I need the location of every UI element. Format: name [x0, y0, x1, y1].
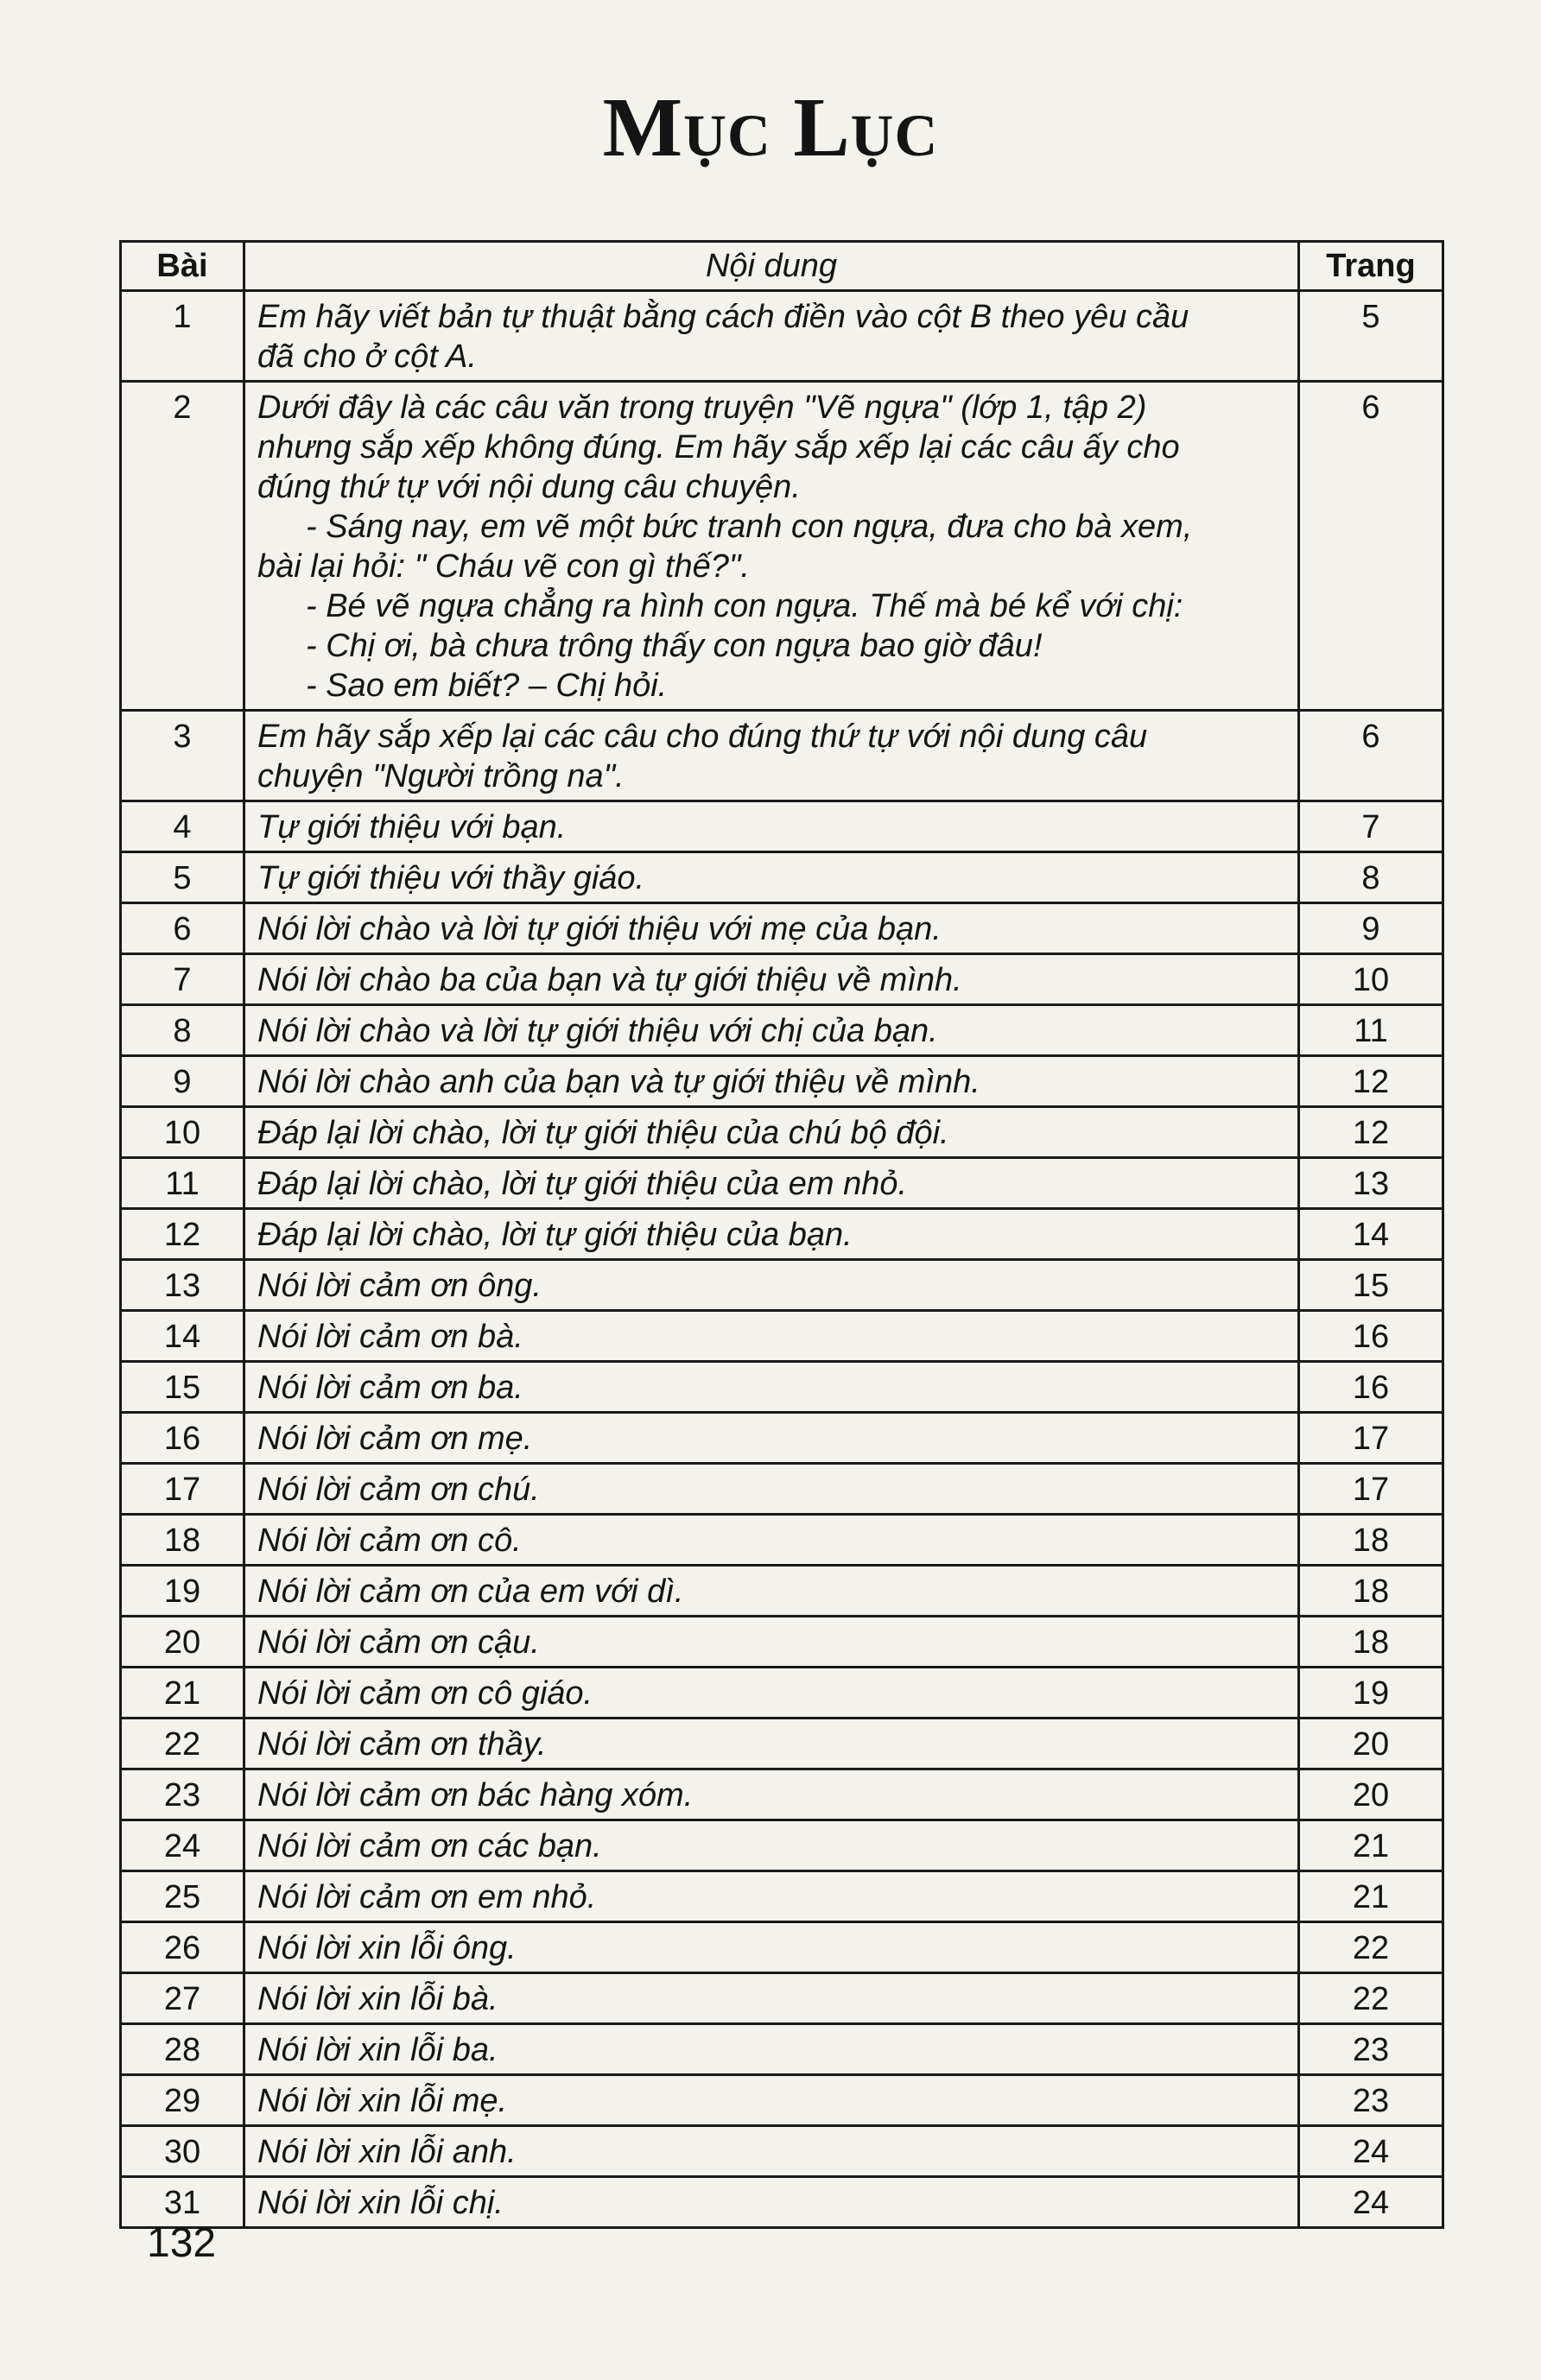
- content-line: Em hãy viết bản tự thuật bằng cách điền vào cột B theo yêu cầu: [257, 299, 1189, 335]
- table-of-contents: [119, 240, 1444, 2229]
- table-row: [121, 2075, 1443, 2126]
- content-line: Đáp lại lời chào, lời tự giới thiệu của bạn.: [257, 1217, 853, 1253]
- page-ref: 7: [1299, 801, 1443, 852]
- page-ref: 21: [1299, 1820, 1443, 1871]
- lesson-number: 20: [121, 1617, 244, 1668]
- lesson-content: [244, 1260, 1299, 1311]
- content-line: Nói lời xin lỗi chị.: [257, 2185, 504, 2221]
- page-ref: 24: [1299, 2177, 1443, 2228]
- content-line: Nói lời chào và lời tự giới thiệu với chị của bạn.: [257, 1013, 938, 1049]
- lesson-content: [244, 2024, 1299, 2075]
- table-row: [121, 1820, 1443, 1871]
- page-ref: 14: [1299, 1209, 1443, 1260]
- content-line: Nói lời chào ba của bạn và tự giới thiệu về mình.: [257, 962, 962, 998]
- lesson-content: [244, 1820, 1299, 1871]
- content-line: Dưới đây là các câu văn trong truyện "Vẽ ngựa" (lớp 1, tập 2): [257, 389, 1147, 426]
- table-row: [121, 2024, 1443, 2075]
- lesson-number: 17: [121, 1464, 244, 1515]
- lesson-number: 11: [121, 1158, 244, 1209]
- table-row: [121, 1719, 1443, 1769]
- lesson-number: 8: [121, 1005, 244, 1056]
- table-row: [121, 1922, 1443, 1973]
- page-ref: 9: [1299, 903, 1443, 954]
- lesson-number: 9: [121, 1056, 244, 1107]
- table-row: [121, 1107, 1443, 1158]
- page-ref: 6: [1299, 711, 1443, 801]
- content-line: Nói lời xin lỗi mẹ.: [257, 2083, 508, 2119]
- content-line: Nói lời cảm ơn cô.: [257, 1522, 522, 1559]
- table-header-row: [121, 242, 1443, 291]
- lesson-content: [244, 1668, 1299, 1719]
- content-line: đã cho ở cột A.: [257, 339, 477, 375]
- content-line: - Bé vẽ ngựa chẳng ra hình con ngựa. Thế mà bé kể với chị:: [306, 588, 1183, 624]
- lesson-content: [244, 382, 1299, 711]
- page-ref: 21: [1299, 1871, 1443, 1922]
- table-row: [121, 2177, 1443, 2228]
- content-line: Đáp lại lời chào, lời tự giới thiệu của chú bộ đội.: [257, 1115, 949, 1151]
- content-line: Tự giới thiệu với bạn.: [257, 809, 567, 845]
- lesson-content: [244, 2075, 1299, 2126]
- header-page: Trang: [1299, 242, 1443, 291]
- lesson-content: [244, 2177, 1299, 2228]
- page-ref: 16: [1299, 1311, 1443, 1362]
- content-line: Nói lời cảm ơn em nhỏ.: [257, 1879, 597, 1915]
- content-line: Em hãy sắp xếp lại các câu cho đúng thứ tự với nội dung câu: [257, 718, 1148, 755]
- content-line: Nói lời xin lỗi ông.: [257, 1930, 517, 1966]
- lesson-number: 26: [121, 1922, 244, 1973]
- table-row: [121, 801, 1443, 852]
- page-ref: 17: [1299, 1413, 1443, 1464]
- lesson-number: 18: [121, 1515, 244, 1566]
- lesson-content: [244, 1311, 1299, 1362]
- content-line: Nói lời cảm ơn của em với dì.: [257, 1573, 684, 1610]
- page-number: 132: [147, 2220, 217, 2266]
- lesson-content: [244, 291, 1299, 382]
- lesson-content: [244, 1362, 1299, 1413]
- page-ref: 18: [1299, 1515, 1443, 1566]
- page-title: Mục Lục: [602, 81, 939, 174]
- lesson-content: [244, 1413, 1299, 1464]
- page-ref: 20: [1299, 1769, 1443, 1820]
- content-line: Đáp lại lời chào, lời tự giới thiệu của em nhỏ.: [257, 1166, 908, 1202]
- table-row: [121, 711, 1443, 801]
- lesson-content: [244, 1566, 1299, 1617]
- content-line: - Sao em biết? – Chị hỏi.: [306, 668, 668, 704]
- content-line: Nói lời chào anh của bạn và tự giới thiệu về mình.: [257, 1064, 980, 1100]
- table-row: [121, 1209, 1443, 1260]
- lesson-content: [244, 1922, 1299, 1973]
- lesson-number: 16: [121, 1413, 244, 1464]
- content-line: Nói lời cảm ơn mẹ.: [257, 1421, 533, 1457]
- page-ref: 19: [1299, 1668, 1443, 1719]
- lesson-number: 27: [121, 1973, 244, 2024]
- content-line: Nói lời chào và lời tự giới thiệu với mẹ của bạn.: [257, 911, 942, 947]
- page-ref: 12: [1299, 1107, 1443, 1158]
- content-line: Nói lời cảm ơn thầy.: [257, 1726, 547, 1763]
- table-row: [121, 1158, 1443, 1209]
- page-ref: 20: [1299, 1719, 1443, 1769]
- content-line: Nói lời xin lỗi anh.: [257, 2134, 517, 2170]
- page-ref: 10: [1299, 954, 1443, 1005]
- table-row: [121, 1260, 1443, 1311]
- lesson-number: 24: [121, 1820, 244, 1871]
- table-row: [121, 1617, 1443, 1668]
- lesson-number: 7: [121, 954, 244, 1005]
- lesson-content: [244, 1617, 1299, 1668]
- lesson-content: [244, 903, 1299, 954]
- lesson-number: 23: [121, 1769, 244, 1820]
- content-line: Nói lời cảm ơn bác hàng xóm.: [257, 1777, 694, 1813]
- content-line: Tự giới thiệu với thầy giáo.: [257, 860, 645, 896]
- table-row: [121, 1413, 1443, 1464]
- content-line: Nói lời cảm ơn các bạn.: [257, 1828, 602, 1864]
- content-line: Nói lời xin lỗi bà.: [257, 1981, 498, 2017]
- page-ref: 18: [1299, 1617, 1443, 1668]
- table-row: [121, 2126, 1443, 2177]
- table-body: [121, 291, 1443, 2228]
- header-lesson: Bài: [121, 242, 244, 291]
- table-row: [121, 903, 1443, 954]
- lesson-content: [244, 1769, 1299, 1820]
- page-ref: 22: [1299, 1922, 1443, 1973]
- lesson-number: 28: [121, 2024, 244, 2075]
- page-ref: 12: [1299, 1056, 1443, 1107]
- lesson-content: [244, 1005, 1299, 1056]
- table-row: [121, 291, 1443, 382]
- lesson-number: 12: [121, 1209, 244, 1260]
- lesson-content: [244, 711, 1299, 801]
- content-line: Nói lời cảm ơn bà.: [257, 1319, 523, 1355]
- table-row: [121, 1464, 1443, 1515]
- page-ref: 13: [1299, 1158, 1443, 1209]
- lesson-content: [244, 1209, 1299, 1260]
- content-line: Nói lời cảm ơn ông.: [257, 1268, 542, 1304]
- table-row: [121, 1515, 1443, 1566]
- content-line: Nói lời xin lỗi ba.: [257, 2032, 498, 2068]
- page-ref: 15: [1299, 1260, 1443, 1311]
- lesson-number: 19: [121, 1566, 244, 1617]
- lesson-number: 1: [121, 291, 244, 382]
- page-ref: 11: [1299, 1005, 1443, 1056]
- lesson-content: [244, 801, 1299, 852]
- content-line: chuyện "Người trồng na".: [257, 758, 625, 794]
- table-row: [121, 1566, 1443, 1617]
- lesson-number: 14: [121, 1311, 244, 1362]
- page-ref: 16: [1299, 1362, 1443, 1413]
- lesson-number: 30: [121, 2126, 244, 2177]
- header-content: Nội dung: [244, 242, 1299, 291]
- table-row: [121, 1769, 1443, 1820]
- lesson-content: [244, 1515, 1299, 1566]
- page-ref: 22: [1299, 1973, 1443, 2024]
- page-ref: 23: [1299, 2075, 1443, 2126]
- lesson-content: [244, 1158, 1299, 1209]
- lesson-number: 22: [121, 1719, 244, 1769]
- content-line: - Chị ơi, bà chưa trông thấy con ngựa bao giờ đâu!: [306, 628, 1043, 664]
- lesson-content: [244, 2126, 1299, 2177]
- content-line: Nói lời cảm ơn ba.: [257, 1370, 523, 1406]
- content-line: Nói lời cảm ơn chú.: [257, 1472, 540, 1508]
- content-line: bài lại hỏi: " Cháu vẽ con gì thế?".: [257, 548, 750, 585]
- lesson-number: 25: [121, 1871, 244, 1922]
- table-row: [121, 382, 1443, 711]
- table-row: [121, 1871, 1443, 1922]
- page-ref: 23: [1299, 2024, 1443, 2075]
- page-ref: 5: [1299, 291, 1443, 382]
- lesson-number: 29: [121, 2075, 244, 2126]
- page-ref: 24: [1299, 2126, 1443, 2177]
- page-ref: 8: [1299, 852, 1443, 903]
- lesson-content: [244, 852, 1299, 903]
- lesson-content: [244, 1056, 1299, 1107]
- lesson-content: [244, 1973, 1299, 2024]
- lesson-content: [244, 1464, 1299, 1515]
- lesson-content: [244, 1107, 1299, 1158]
- content-line: Nói lời cảm ơn cô giáo.: [257, 1675, 593, 1712]
- content-line: - Sáng nay, em vẽ một bức tranh con ngựa, đưa cho bà xem,: [306, 509, 1193, 545]
- lesson-number: 21: [121, 1668, 244, 1719]
- table-row: [121, 1311, 1443, 1362]
- lesson-number: 10: [121, 1107, 244, 1158]
- table-row: [121, 1056, 1443, 1107]
- table-row: [121, 954, 1443, 1005]
- page-ref: 18: [1299, 1566, 1443, 1617]
- content-line: Nói lời cảm ơn cậu.: [257, 1624, 540, 1661]
- content-line: đúng thứ tự với nội dung câu chuyện.: [257, 469, 801, 505]
- page-ref: 17: [1299, 1464, 1443, 1515]
- lesson-number: 5: [121, 852, 244, 903]
- lesson-number: 2: [121, 382, 244, 711]
- lesson-number: 31: [121, 2177, 244, 2228]
- content-line: nhưng sắp xếp không đúng. Em hãy sắp xếp lại các câu ấy cho: [257, 429, 1180, 465]
- lesson-content: [244, 1719, 1299, 1769]
- lesson-number: 6: [121, 903, 244, 954]
- table-row: [121, 1362, 1443, 1413]
- lesson-content: [244, 954, 1299, 1005]
- table-row: [121, 852, 1443, 903]
- lesson-content: [244, 1871, 1299, 1922]
- table-row: [121, 1668, 1443, 1719]
- lesson-number: 4: [121, 801, 244, 852]
- lesson-number: 13: [121, 1260, 244, 1311]
- lesson-number: 3: [121, 711, 244, 801]
- page-ref: 6: [1299, 382, 1443, 711]
- table-row: [121, 1973, 1443, 2024]
- lesson-number: 15: [121, 1362, 244, 1413]
- table-row: [121, 1005, 1443, 1056]
